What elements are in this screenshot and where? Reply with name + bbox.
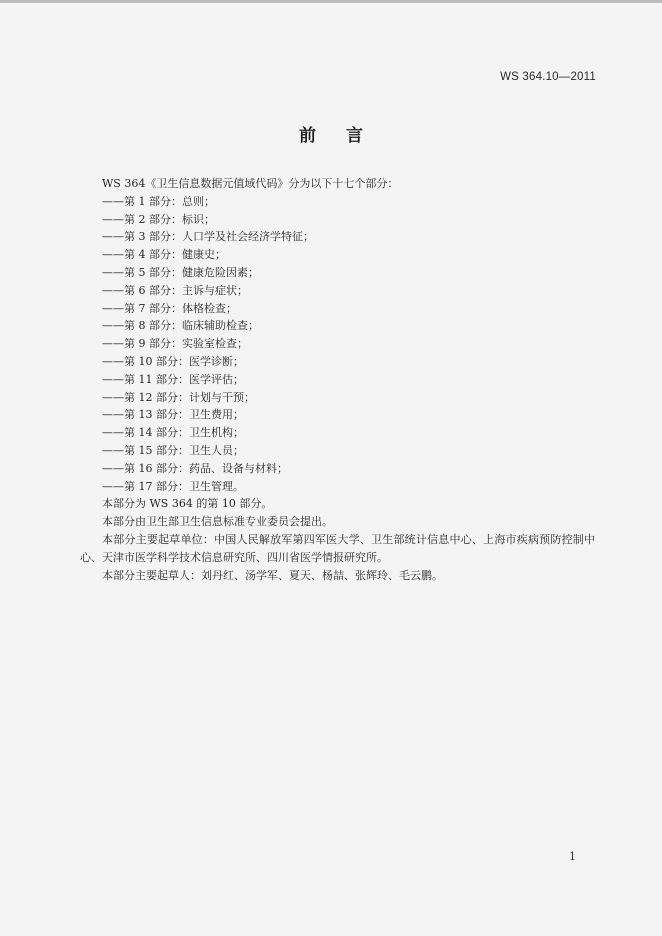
list-item: ——第 3 部分：人口学及社会经济学特征；	[102, 230, 314, 244]
page-title: 前言	[299, 126, 393, 146]
parts-list	[80, 193, 595, 496]
list-item: ——第 16 部分：药品、设备与材料；	[102, 461, 288, 475]
list-item: ——第 15 部分：卫生人员；	[102, 443, 244, 457]
page-top-edge	[0, 0, 662, 3]
drafters-statement: 本部分主要起草人：刘丹红、汤学军、夏天、杨喆、张辉玲、毛云鹏。	[102, 568, 443, 582]
list-item: ——第 4 部分：健康史；	[102, 248, 226, 262]
list-item: ——第 10 部分：医学诊断；	[102, 354, 244, 368]
document-body	[80, 175, 595, 584]
part-statement: 本部分为 WS 364 的第 10 部分。	[102, 497, 273, 511]
list-item: ——第 11 部分：医学评估；	[102, 372, 244, 386]
intro-paragraph: WS 364《卫生信息数据元值域代码》分为以下十七个部分：	[102, 177, 399, 190]
standard-number: WS 364.10—2011	[500, 71, 596, 83]
list-item: ——第 6 部分：主诉与症状；	[102, 283, 248, 297]
list-item: ——第 9 部分：实验室检查；	[102, 337, 248, 351]
list-item: ——第 2 部分：标识；	[102, 212, 215, 226]
page-number: 1	[569, 850, 576, 863]
list-item: ——第 1 部分：总则；	[102, 194, 215, 208]
list-item: ——第 14 部分：卫生机构；	[102, 426, 244, 440]
list-item: ——第 12 部分：计划与干预；	[102, 390, 255, 404]
list-item: ——第 7 部分：体格检查；	[102, 301, 237, 315]
proposer-statement: 本部分由卫生部卫生信息标准专业委员会提出。	[102, 515, 333, 529]
drafting-units-statement: 本部分主要起草单位：中国人民解放军第四军医大学、卫生部统计信息中心、上海市疾病预防控制中心、天津市医学科学技术信息研究所、四川省医学情报研究所。	[80, 532, 595, 564]
list-item: ——第 17 部分：卫生管理。	[102, 479, 244, 493]
list-item: ——第 8 部分：临床辅助检查；	[102, 319, 259, 333]
list-item: ——第 13 部分：卫生费用；	[102, 408, 244, 422]
list-item: ——第 5 部分：健康危险因素；	[102, 265, 259, 279]
